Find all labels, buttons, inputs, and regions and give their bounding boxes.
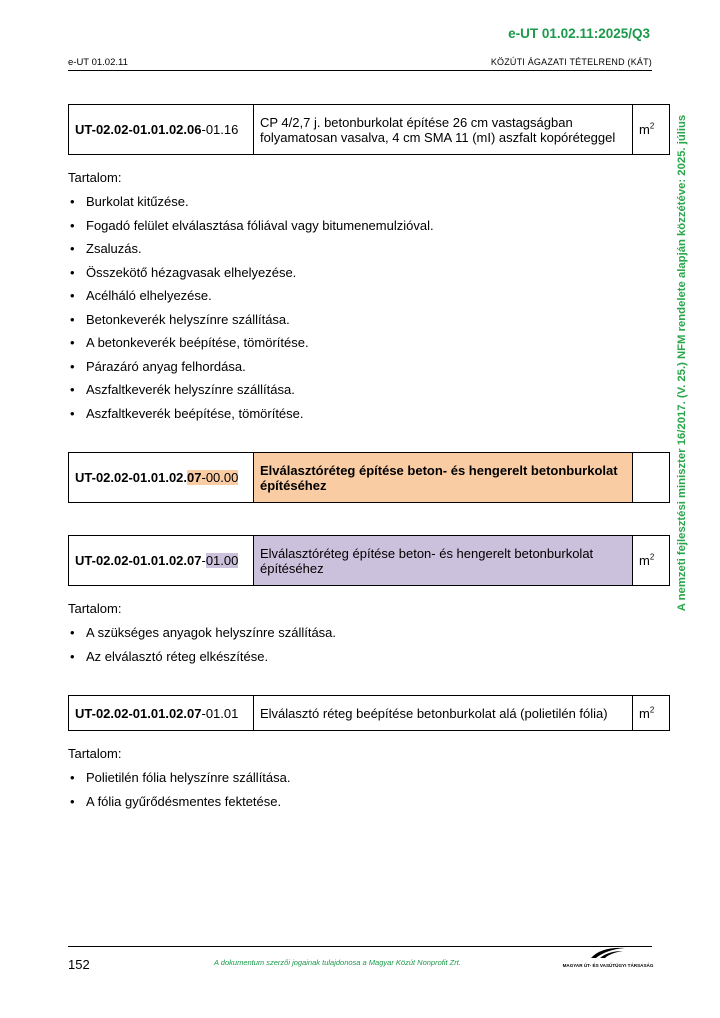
content-list [68, 770, 291, 817]
list-item: • A betonkeverék beépítése, tömörítése. [68, 335, 434, 359]
content-list [68, 194, 434, 429]
item-code: UT-02.02-01.01.02.07-01.00 [69, 536, 254, 586]
list-item: • Polietilén fólia helyszínre szállítása. [68, 770, 291, 794]
header-left: e-UT 01.02.11 [68, 57, 128, 68]
list-item: • A fólia gyűrődésmentes fektetése. [68, 794, 291, 818]
item-description: CP 4/2,7 j. betonburkolat építése 26 cm vastagságban folyamatosan vasalva, 4 cm SMA 11 (mI) aszfalt kopóréteggel [254, 105, 633, 155]
item-table [68, 452, 670, 503]
list-item: • Betonkeverék helyszínre szállítása. [68, 312, 434, 336]
list-item: • Aszfaltkeverék beépítése, tömörítése. [68, 406, 434, 430]
logo [562, 946, 654, 968]
item-table [68, 104, 670, 155]
item-table [68, 695, 670, 731]
item-code: UT-02.02-01.01.02.07-01.01 [69, 696, 254, 731]
list-item: • A szükséges anyagok helyszínre szállítása. [68, 625, 336, 649]
list-item: • Burkolat kitűzése. [68, 194, 434, 218]
item-unit [633, 453, 670, 503]
content-label: Tartalom: [68, 746, 122, 761]
content-label: Tartalom: [68, 170, 122, 185]
item-unit: $m^2$ [633, 696, 670, 731]
header-divider [68, 70, 652, 71]
list-item: • Összekötő hézagvasak elhelyezése. [68, 265, 434, 289]
content-list [68, 625, 336, 672]
list-item: • Zsaluzás. [68, 241, 434, 265]
side-publication-note [671, 97, 693, 629]
item-unit: $m^2$ [633, 105, 670, 155]
item-description: Elválasztó réteg beépítése betonburkolat alá (polietilén fólia) [254, 696, 633, 731]
header-right: KÖZÚTI ÁGAZATI TÉTELREND (KÁT) [490, 57, 652, 67]
copyright-note: A dokumentum szerzői jogainak tulajdonosa a Magyar Közút Nonprofit Zrt. [214, 958, 461, 967]
item-code: UT-02.02-01.01.02.07-00.00 [69, 453, 254, 503]
item-table [68, 535, 670, 586]
logo-text: MAGYAR ÚT- ÉS VASÚTÜGYI TÁRSASÁG [562, 963, 654, 968]
list-item: • Fogadó felület elválasztása fóliával vagy bitumenemulzióval. [68, 218, 434, 242]
item-description: Elválasztóréteg építése beton- és hengerelt betonburkolat építéséhez [254, 536, 633, 586]
list-item: • Párazáró anyag felhordása. [68, 359, 434, 383]
list-item: • Aszfaltkeverék helyszínre szállítása. [68, 382, 434, 406]
item-code: UT-02.02-01.01.02.06-01.16 [69, 105, 254, 155]
document-id: e-UT 01.02.11:2025/Q3 [508, 26, 650, 41]
list-item: • Acélháló elhelyezése. [68, 288, 434, 312]
item-unit: $m^2$ [633, 536, 670, 586]
side-note-text: A nemzeti fejlesztési miniszter 16/2017. (V. 25.) NFM rendelete alapján közzétéve: 2025. július [676, 114, 688, 612]
page-number: 152 [68, 957, 90, 972]
list-item: • Az elválasztó réteg elkészítése. [68, 649, 336, 673]
content-label: Tartalom: [68, 601, 122, 616]
item-description: Elválasztóréteg építése beton- és hengerelt betonburkolat építéséhez [254, 453, 633, 503]
swoosh-icon [590, 946, 626, 959]
